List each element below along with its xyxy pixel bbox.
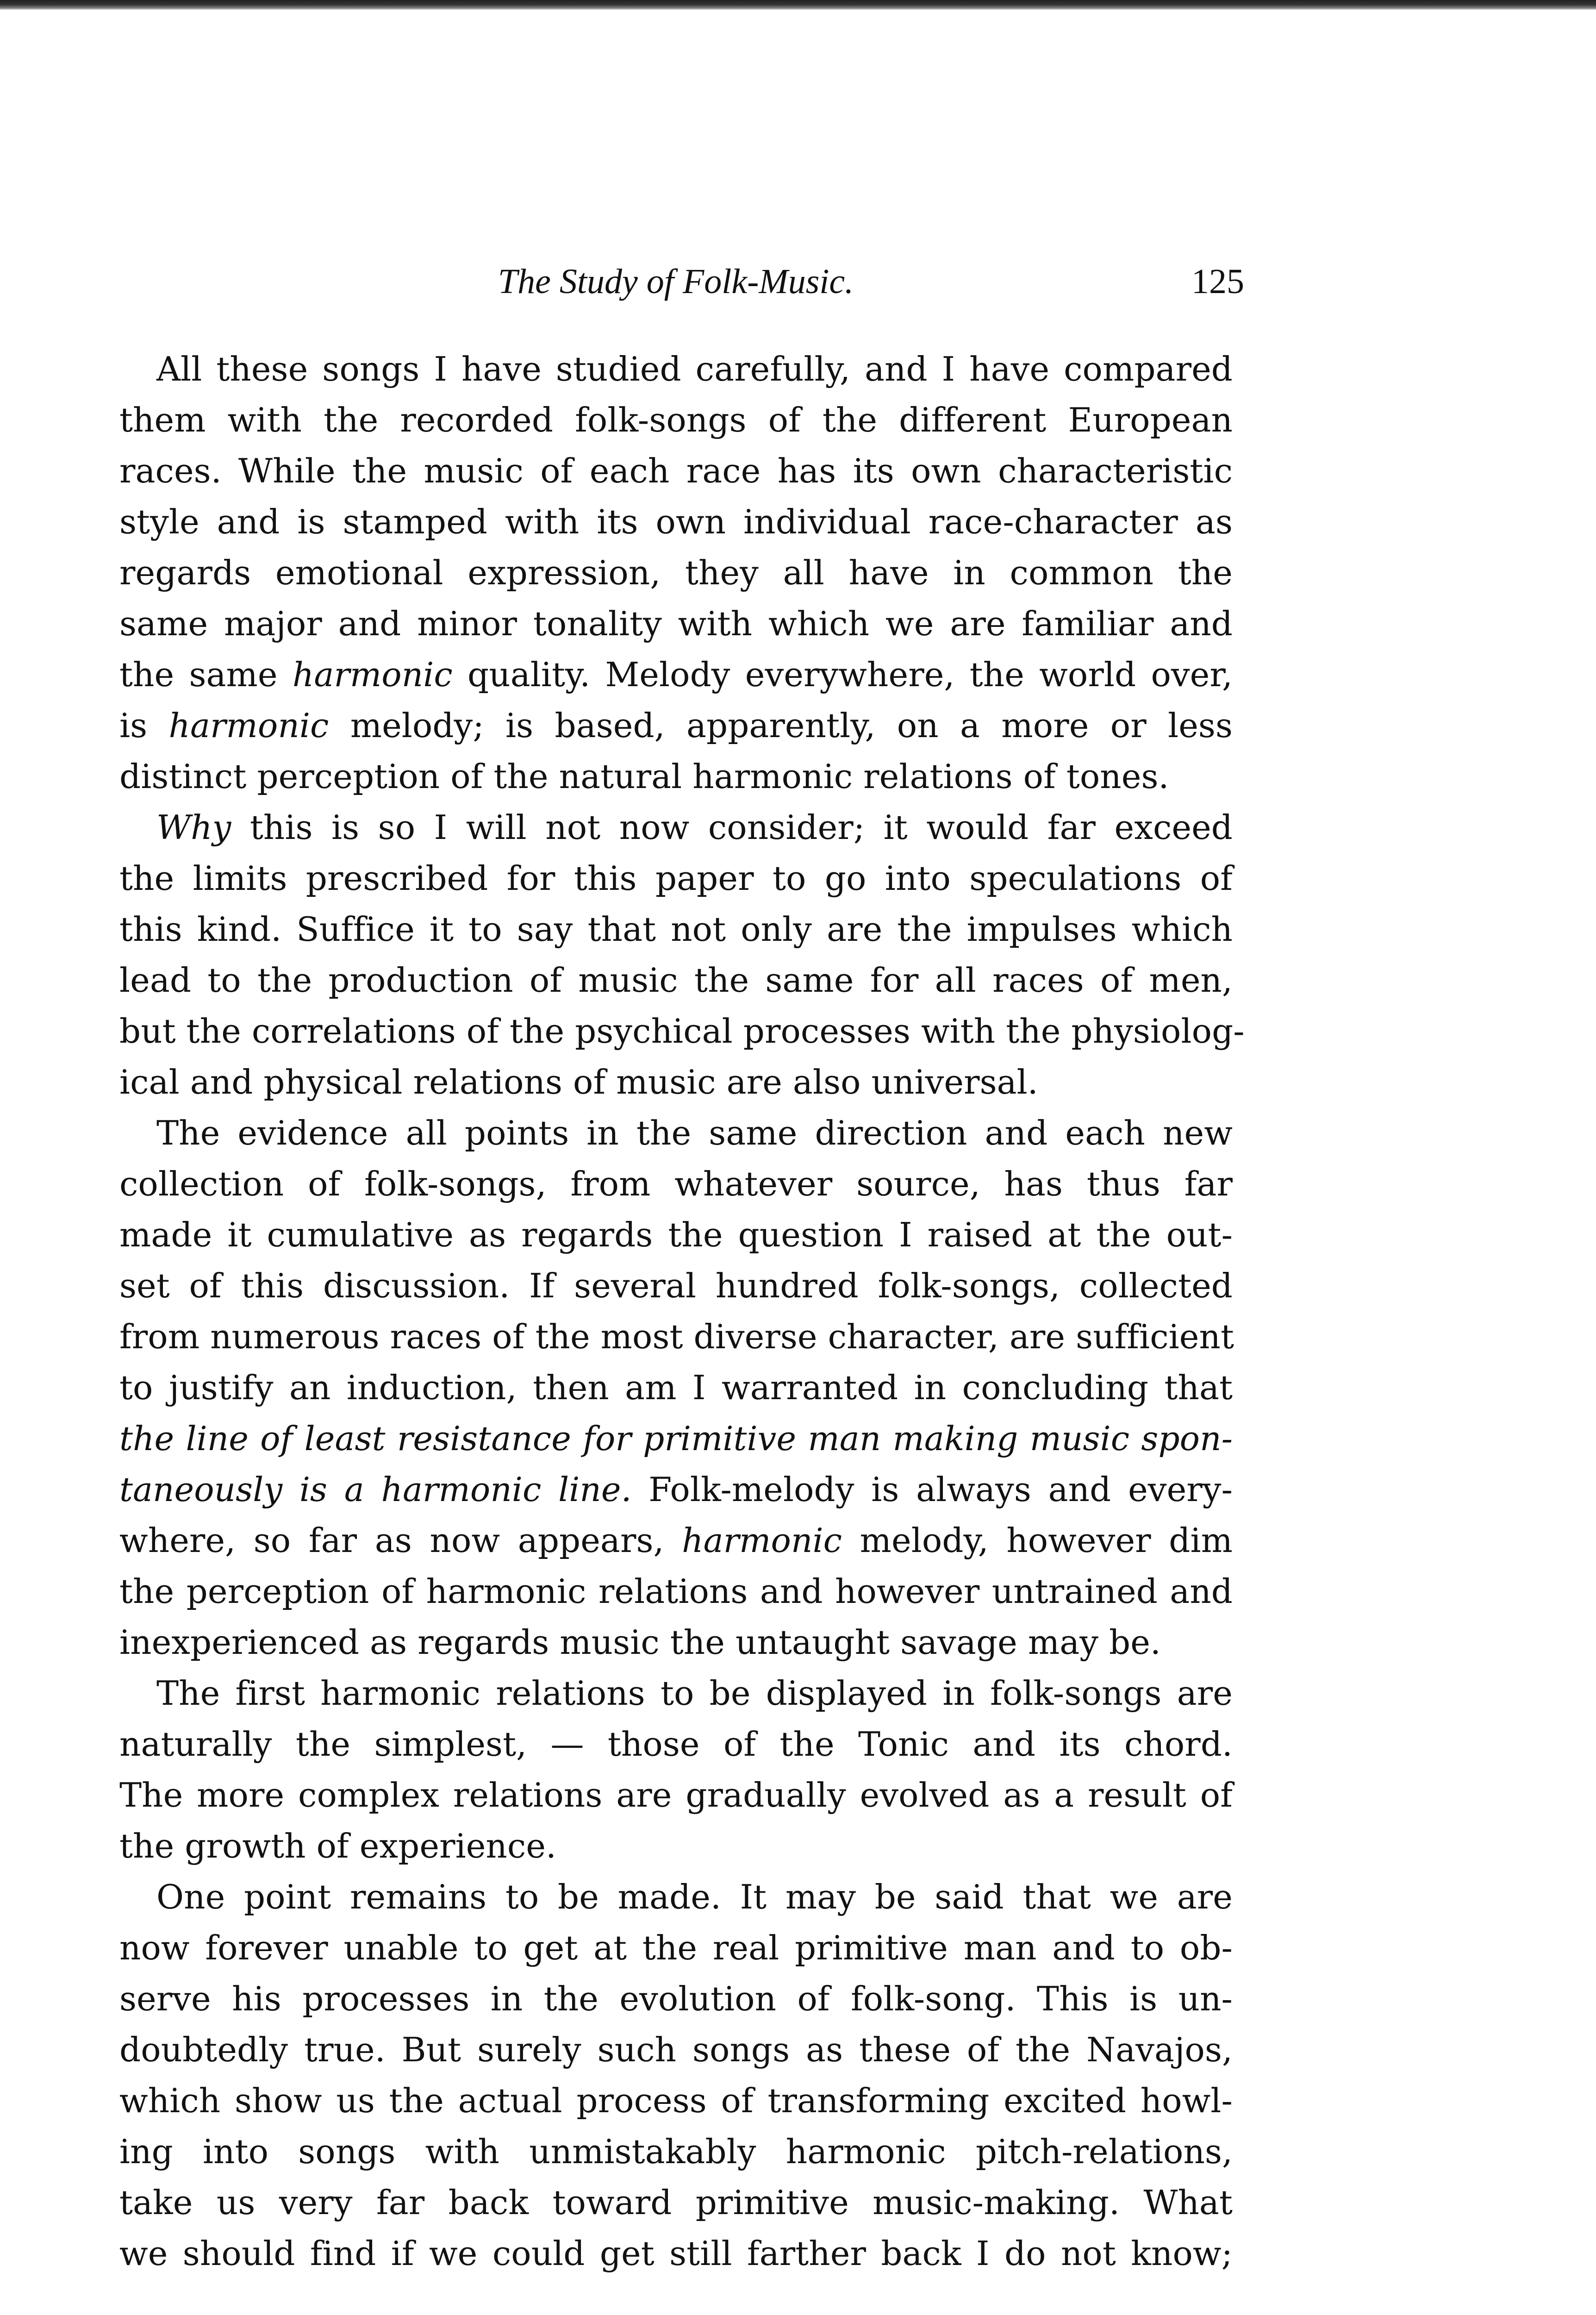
text-line: the growth of experience. xyxy=(119,1827,557,1865)
text-line: the limits prescribed for this paper to go into speculations of xyxy=(119,859,1233,898)
text-line: the same harmonic quality. Melody everywhere, the world over, xyxy=(119,655,1233,694)
text-line: set of this discussion. If several hundred folk-songs, collected xyxy=(119,1266,1233,1305)
text-line: One point remains to be made. It may be said that we are xyxy=(156,1877,1233,1916)
text-line: which show us the actual process of transforming excited howl- xyxy=(119,2081,1233,2120)
text-line: take us very far back toward primitive music-making. What xyxy=(119,2183,1233,2222)
text-line: is harmonic melody; is based, apparently, on a more or less xyxy=(119,706,1233,745)
text-line: taneously is a harmonic line. Folk-melody is always and every- xyxy=(119,1470,1233,1509)
text-line: them with the recorded folk-songs of the different European xyxy=(119,400,1233,439)
text-line: The more complex relations are gradually evolved as a result of xyxy=(119,1776,1233,1814)
text-line: doubtedly true. But surely such songs as these of the Navajos, xyxy=(119,2030,1233,2069)
text-line: The evidence all points in the same direction and each new xyxy=(156,1114,1233,1152)
text-line: style and is stamped with its own individual race-character as xyxy=(119,502,1233,541)
text-line: inexperienced as regards music the untaught savage may be. xyxy=(119,1623,1161,1662)
text-line: ical and physical relations of music are also universal. xyxy=(119,1063,1038,1101)
text-line: the line of least resistance for primitive man making music spon- xyxy=(119,1419,1233,1458)
text-line: this kind. Suffice it to say that not only are the impulses which xyxy=(119,910,1233,949)
text-line: collection of folk-songs, from whatever source, has thus far xyxy=(119,1164,1233,1203)
running-header xyxy=(120,262,1244,317)
text-line: races. While the music of each race has its own characteristic xyxy=(119,451,1233,490)
text-line: regards emotional expression, they all have in common the xyxy=(119,553,1233,592)
text-line: but the correlations of the psychical processes with the physiolog- xyxy=(119,1012,1245,1051)
text-line: from numerous races of the most diverse character, are sufficient xyxy=(119,1317,1234,1356)
text-line: ing into songs with unmistakably harmonic pitch-relations, xyxy=(119,2132,1233,2171)
text-line: serve his processes in the evolution of folk-song. This is un- xyxy=(119,1979,1233,2018)
text-line: where, so far as now appears, harmonic melody, however dim xyxy=(119,1521,1233,1560)
text-line: made it cumulative as regards the question I raised at the out- xyxy=(119,1215,1233,1254)
running-title: The Study of Folk-Music. xyxy=(498,262,854,301)
text-line: Why this is so I will not now consider; it would far exceed xyxy=(156,808,1233,847)
page-number: 125 xyxy=(1191,262,1244,301)
text-line: now forever unable to get at the real primitive man and to ob- xyxy=(119,1928,1233,1967)
text-line: we should find if we could get still farther back I do not know; xyxy=(119,2234,1233,2273)
text-line: distinct perception of the natural harmonic relations of tones. xyxy=(119,757,1169,796)
text-line: naturally the simplest, — those of the Tonic and its chord. xyxy=(119,1725,1233,1764)
body-text xyxy=(119,344,1245,2279)
text-line: to justify an induction, then am I warranted in concluding that xyxy=(119,1368,1233,1407)
scan-edge xyxy=(0,0,1596,10)
text-line: lead to the production of music the same for all races of men, xyxy=(119,961,1233,1000)
text-line: the perception of harmonic relations and however untrained and xyxy=(119,1572,1233,1611)
text-line: same major and minor tonality with which we are familiar and xyxy=(119,604,1233,643)
text-line: The first harmonic relations to be displayed in folk-songs are xyxy=(156,1674,1233,1713)
text-line: All these songs I have studied carefully, and I have compared xyxy=(156,350,1233,388)
